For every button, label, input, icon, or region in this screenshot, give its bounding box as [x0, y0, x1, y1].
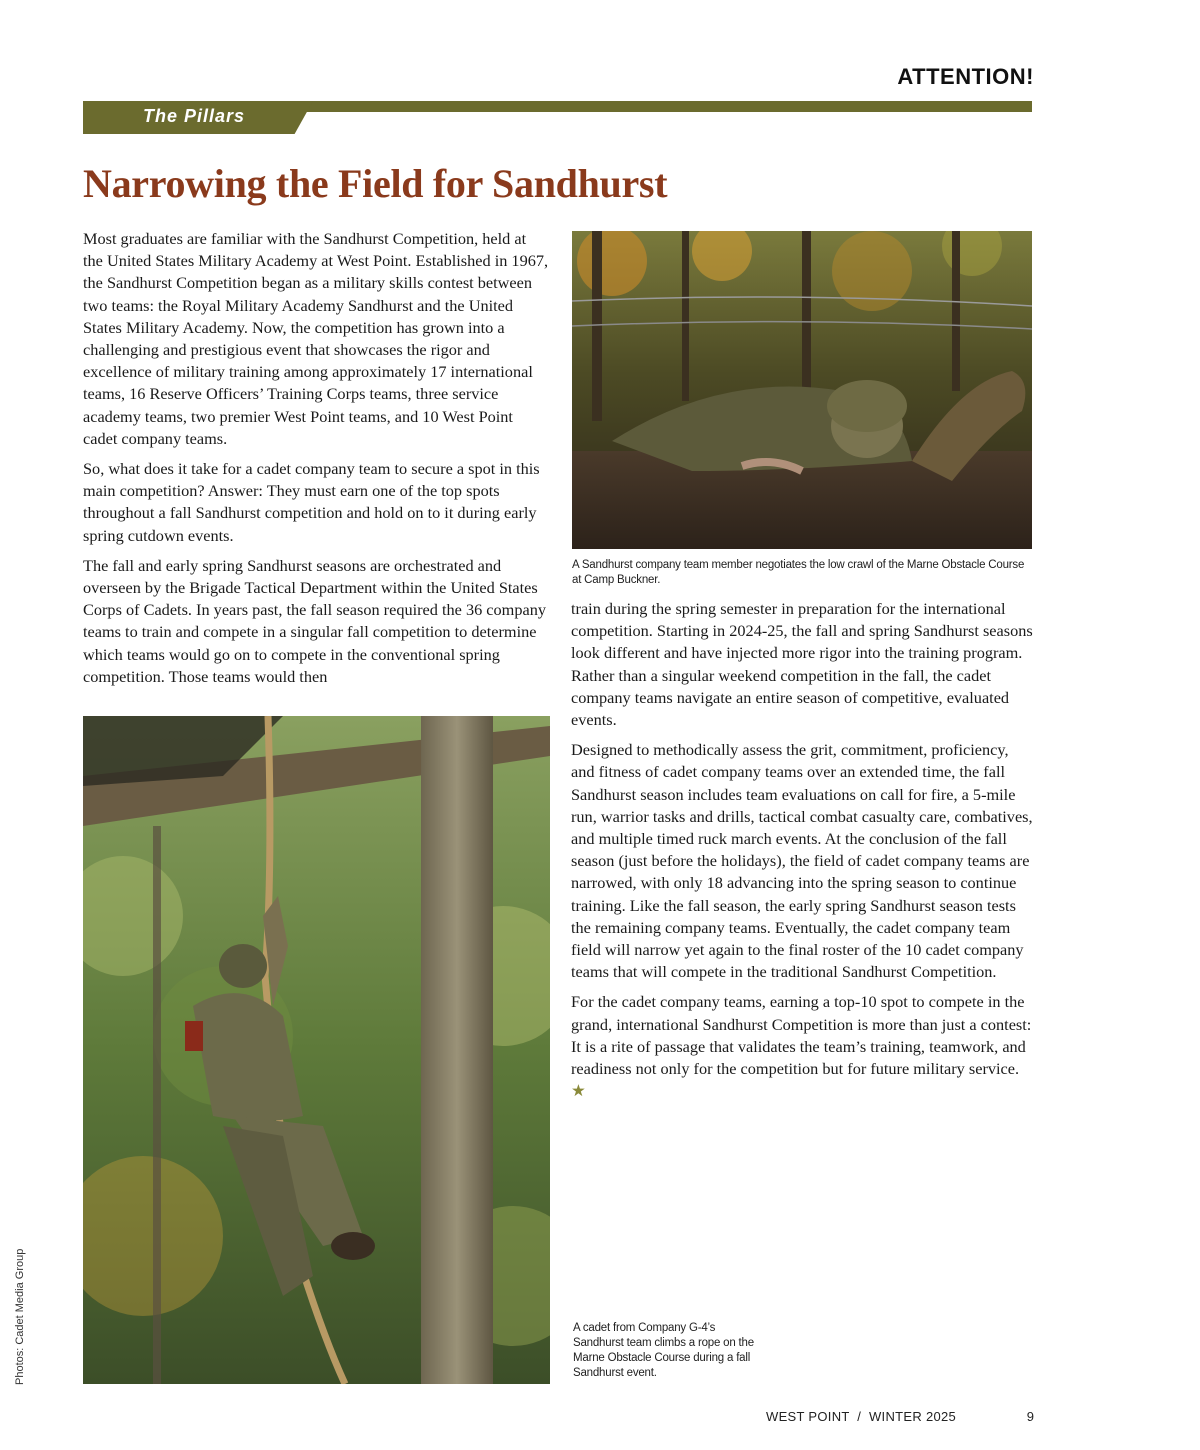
rope-climb-image [83, 716, 550, 1384]
pillar-tab-label: The Pillars [143, 106, 246, 126]
rope-climb-photo [83, 716, 550, 1384]
rope-climb-caption: A cadet from Company G-4’s Sandhurst team climbs a rope on the Marne Obstacle Course during a fall Sandhurst event. [573, 1322, 754, 1379]
paragraph: So, what does it take for a cadet company team to secure a spot in this main competition? Answer: They must earn one of the top spots throughout a fall Sandhurst competition and hold on to it during early spring cutdown events. [83, 459, 540, 545]
article-title: Narrowing the Field for Sandhurst [83, 161, 668, 206]
photo-credit: Photos: Cadet Media Group [14, 1248, 26, 1385]
paragraph: Most graduates are familiar with the Sandhurst Competition, held at the United States Military Academy at West Point. Established in 1967, the Sandhurst Competition began as a military skills contest between two teams: the Royal Military Academy Sandhurst and the United States Military Academy. Now, the competition has grown into a challenging and prestigious event that showcases the rigor and excellence of military training among approximately 17 international teams, 16 Reserve Officers’ Training Corps teams, three service academy teams, two premier West Point teams, and 10 West Point cadet company teams. [83, 229, 549, 448]
low-crawl-caption: A Sandhurst company team member negotiates the low crawl of the Marne Obstacle Course at Camp Buckner. [572, 559, 1025, 586]
section-label: ATTENTION! [897, 64, 1034, 89]
paragraph [571, 991, 1033, 1102]
paragraph: The fall and early spring Sandhurst seasons are orchestrated and overseen by the Brigade Tactical Department within the United States Corps of Cadets. In years past, the fall season required the 36 company teams to train and compete in a singular fall competition to determine which teams would go on to compete in the conventional spring competition. Those teams would then [83, 555, 546, 686]
paragraph: train during the spring semester in preparation for the international competition. Starting in 2024-25, the fall and spring Sandhurst seasons look different and have injected more rigor into the training program. Rather than a singular weekend competition in the fall, the cadet company teams navigate an entire season of competitive, evaluated events. [571, 599, 1033, 730]
left-column [83, 228, 549, 696]
paragraph: Designed to methodically assess the grit, commitment, proficiency, and fitness of cadet company teams over an extended time, the fall Sandhurst season includes team evaluations on call for fire, a 5-mile run, warrior tasks and drills, tactical combat casualty care, combatives, and multiple timed ruck march events. At the conclusion of the fall season (just before the holidays), the field of cadet company teams are narrowed, with only 18 advancing into the spring season to continue training. Like the fall season, the early spring Sandhurst season tests the remaining company teams. Eventually, the cadet company team field will narrow yet again to the final roster of the 10 cadet company teams that will compete in the traditional Sandhurst Competition. [571, 740, 1033, 982]
low-crawl-photo [572, 231, 1032, 549]
publication-footer: WEST POINT / WINTER 2025 [766, 1409, 957, 1424]
right-column [571, 598, 1033, 1110]
page-number: 9 [1026, 1409, 1034, 1424]
low-crawl-image [572, 231, 1032, 549]
closing-paragraph-text: For the cadet company teams, earning a top-10 spot to compete in the grand, international Sandhurst Competition is more than just a contest: It is a rite of passage that validates the team’s training, teamwork, and readiness not only for the competition but for future military service. [571, 992, 1032, 1079]
star-icon: ★ [571, 1081, 586, 1101]
